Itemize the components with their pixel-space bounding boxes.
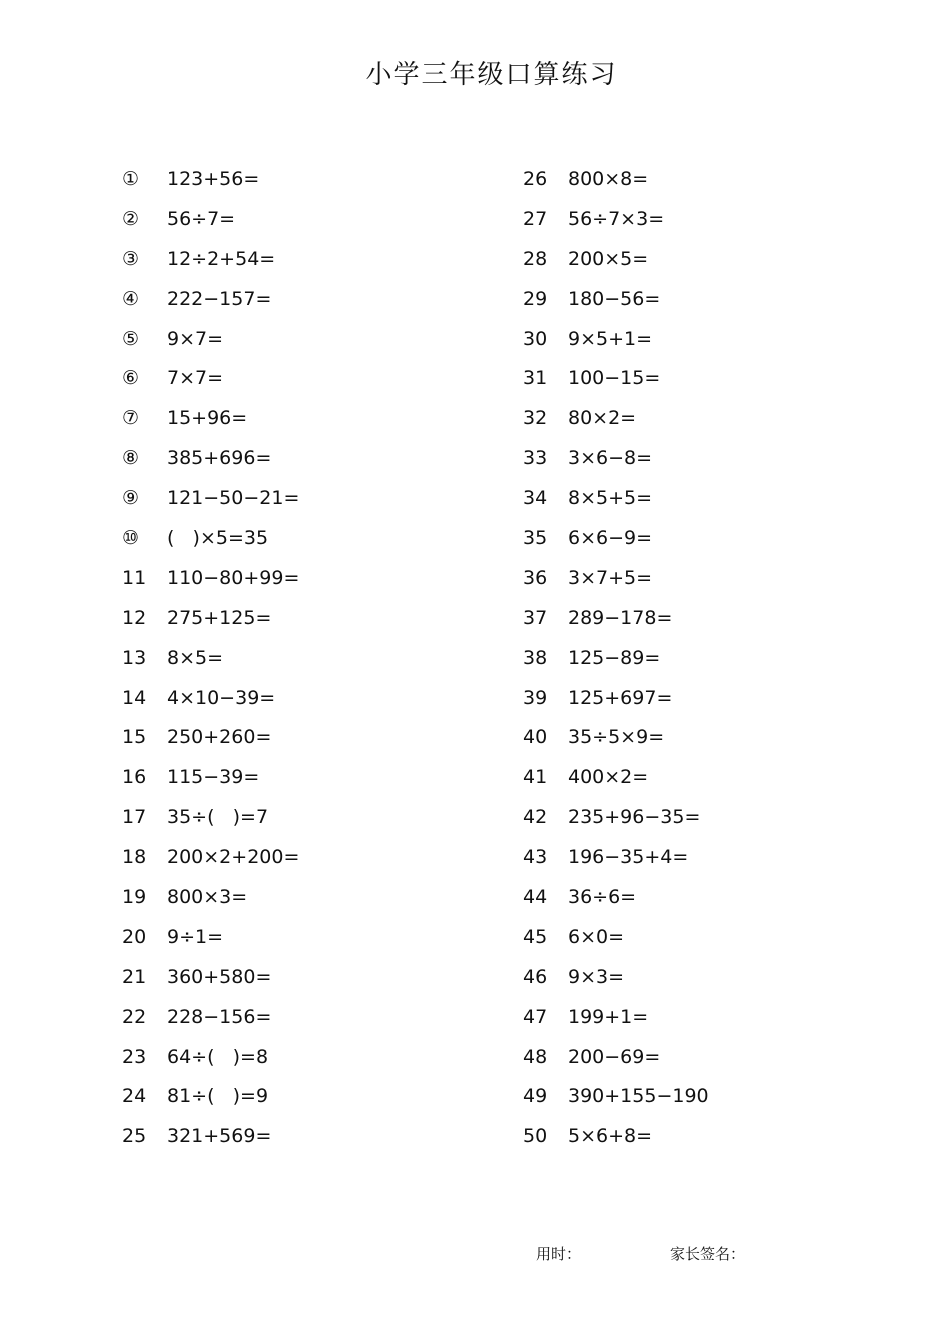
problem-row [122, 877, 502, 917]
problem-number: 49 [523, 1085, 548, 1108]
problem-row [523, 957, 903, 997]
problem-expression: 15+96= [167, 407, 248, 430]
problem-expression: 35÷5×9= [568, 726, 665, 749]
problem-row [122, 398, 502, 438]
problem-number: 18 [122, 846, 147, 869]
problem-number: 12 [122, 606, 147, 629]
problem-expression: 5×6+8= [568, 1125, 653, 1148]
problem-number: 38 [523, 646, 548, 669]
problem-number: 22 [122, 1005, 147, 1028]
problem-number: 31 [523, 367, 548, 390]
problem-number: 37 [523, 606, 548, 629]
problem-expression: 200−69= [568, 1045, 661, 1068]
problem-number: 41 [523, 766, 548, 789]
problem-expression: 235+96−35= [568, 806, 701, 829]
problem-number: 15 [122, 726, 147, 749]
problem-number: 40 [523, 726, 548, 749]
problem-row [523, 877, 903, 917]
problem-number: 47 [523, 1005, 548, 1028]
problem-expression: ( )×5=35 [167, 526, 269, 549]
problem-row [523, 598, 903, 638]
problem-number: 32 [523, 407, 548, 430]
problem-number: ⑧ [122, 447, 140, 470]
parent-signature-label: 家长签名： [670, 1245, 746, 1263]
problem-row [122, 797, 502, 837]
problem-row [523, 159, 903, 199]
problem-row [122, 837, 502, 877]
problem-row [523, 438, 903, 478]
problem-expression: 121−50−21= [167, 487, 300, 510]
problem-expression: 6×6−9= [568, 526, 653, 549]
problem-row [122, 159, 502, 199]
problem-row [523, 917, 903, 957]
problem-number: 25 [122, 1125, 147, 1148]
problem-expression: 7×7= [167, 367, 224, 390]
problem-expression: 321+569= [167, 1125, 272, 1148]
problem-expression: 123+56= [167, 167, 260, 190]
problem-row [122, 917, 502, 957]
problem-number: ⑩ [122, 526, 140, 549]
problem-row [122, 638, 502, 678]
problem-expression: 385+696= [167, 447, 272, 470]
problem-expression: 3×7+5= [568, 566, 653, 589]
problem-row [122, 678, 502, 718]
problem-expression: 196−35+4= [568, 846, 689, 869]
problem-number: 14 [122, 686, 147, 709]
problem-number: 27 [523, 207, 548, 230]
problem-expression: 9÷1= [167, 925, 224, 948]
problem-expression: 8×5+5= [568, 487, 653, 510]
problem-expression: 199+1= [568, 1005, 649, 1028]
problem-expression: 800×8= [568, 167, 649, 190]
problem-row [523, 558, 903, 598]
problem-row [523, 1037, 903, 1077]
problem-expression: 110−80+99= [167, 566, 300, 589]
time-label: 用时： [536, 1245, 582, 1263]
problem-row [122, 558, 502, 598]
problem-number: 21 [122, 965, 147, 988]
problem-number: 39 [523, 686, 548, 709]
problem-row [523, 797, 903, 837]
problem-expression: 228−156= [167, 1005, 272, 1028]
problem-expression: 4×10−39= [167, 686, 276, 709]
problem-row [523, 518, 903, 558]
problem-expression: 80×2= [568, 407, 637, 430]
problem-expression: 6×0= [568, 925, 625, 948]
problem-number: ⑤ [122, 327, 140, 350]
problem-row [122, 757, 502, 797]
problem-number: ③ [122, 247, 140, 270]
problem-number: ⑦ [122, 407, 140, 430]
problem-row [122, 997, 502, 1037]
problem-row [523, 398, 903, 438]
problem-row [523, 678, 903, 718]
problem-expression: 289−178= [568, 606, 673, 629]
problem-expression: 275+125= [167, 606, 272, 629]
problem-expression: 36÷6= [568, 885, 637, 908]
problem-number: 17 [122, 806, 147, 829]
problem-number: 46 [523, 965, 548, 988]
problem-number: 28 [523, 247, 548, 270]
problem-row [122, 717, 502, 757]
right-problem-column [523, 159, 903, 1156]
problem-expression: 115−39= [167, 766, 260, 789]
problem-row [523, 279, 903, 319]
problem-row [122, 518, 502, 558]
problem-number: 23 [122, 1045, 147, 1068]
problem-number: ⑨ [122, 487, 140, 510]
problem-expression: 12÷2+54= [167, 247, 276, 270]
problem-expression: 9×3= [568, 965, 625, 988]
problem-expression: 125+697= [568, 686, 673, 709]
problem-expression: 3×6−8= [568, 447, 653, 470]
problem-number: ② [122, 207, 140, 230]
problem-row [122, 358, 502, 398]
problem-row [122, 1037, 502, 1077]
problem-number: ① [122, 167, 140, 190]
problem-row [523, 837, 903, 877]
problem-row [122, 1116, 502, 1156]
problem-row [523, 1116, 903, 1156]
problem-number: 30 [523, 327, 548, 350]
problem-number: 20 [122, 925, 147, 948]
problem-expression: 56÷7= [167, 207, 236, 230]
problem-number: 36 [523, 566, 548, 589]
problem-expression: 400×2= [568, 766, 649, 789]
problem-row [523, 638, 903, 678]
problem-expression: 9×7= [167, 327, 224, 350]
problem-expression: 200×5= [568, 247, 649, 270]
problem-number: ④ [122, 287, 140, 310]
problem-number: 33 [523, 447, 548, 470]
problem-number: 16 [122, 766, 147, 789]
problem-row [122, 478, 502, 518]
problem-row [122, 1076, 502, 1116]
left-problem-column [122, 159, 502, 1156]
problem-row [122, 239, 502, 279]
problem-row [523, 239, 903, 279]
problem-expression: 9×5+1= [568, 327, 653, 350]
problem-row [122, 598, 502, 638]
problem-row [523, 319, 903, 359]
problem-row [122, 279, 502, 319]
problem-expression: 56÷7×3= [568, 207, 665, 230]
problem-row [523, 717, 903, 757]
problem-number: 35 [523, 526, 548, 549]
problem-expression: 222−157= [167, 287, 272, 310]
problem-expression: 100−15= [568, 367, 661, 390]
problem-expression: 8×5= [167, 646, 224, 669]
problem-number: 48 [523, 1045, 548, 1068]
problem-expression: 390+155−190 [568, 1085, 709, 1108]
problem-expression: 81÷( )=9 [167, 1085, 269, 1108]
problem-row [523, 997, 903, 1037]
problem-number: 34 [523, 487, 548, 510]
problem-number: 29 [523, 287, 548, 310]
problem-row [122, 199, 502, 239]
problem-number: 19 [122, 885, 147, 908]
problem-number: 26 [523, 167, 548, 190]
problem-number: 44 [523, 885, 548, 908]
problem-number: 13 [122, 646, 147, 669]
problem-expression: 200×2+200= [167, 846, 300, 869]
problem-number: 50 [523, 1125, 548, 1148]
problem-row [523, 358, 903, 398]
problem-row [523, 199, 903, 239]
problem-row [122, 438, 502, 478]
problem-number: 42 [523, 806, 548, 829]
problem-number: 43 [523, 846, 548, 869]
problem-expression: 64÷( )=8 [167, 1045, 269, 1068]
page-title: 小学三年级口算练习 [365, 60, 618, 90]
problem-row [122, 957, 502, 997]
problem-row [523, 478, 903, 518]
problem-number: 11 [122, 566, 147, 589]
problem-number: 45 [523, 925, 548, 948]
problem-expression: 180−56= [568, 287, 661, 310]
problem-expression: 800×3= [167, 885, 248, 908]
problem-row [523, 1076, 903, 1116]
problem-row [523, 757, 903, 797]
problem-expression: 360+580= [167, 965, 272, 988]
problem-expression: 250+260= [167, 726, 272, 749]
problem-expression: 125−89= [568, 646, 661, 669]
problem-number: ⑥ [122, 367, 140, 390]
problem-number: 24 [122, 1085, 147, 1108]
problem-expression: 35÷( )=7 [167, 806, 269, 829]
problem-row [122, 319, 502, 359]
